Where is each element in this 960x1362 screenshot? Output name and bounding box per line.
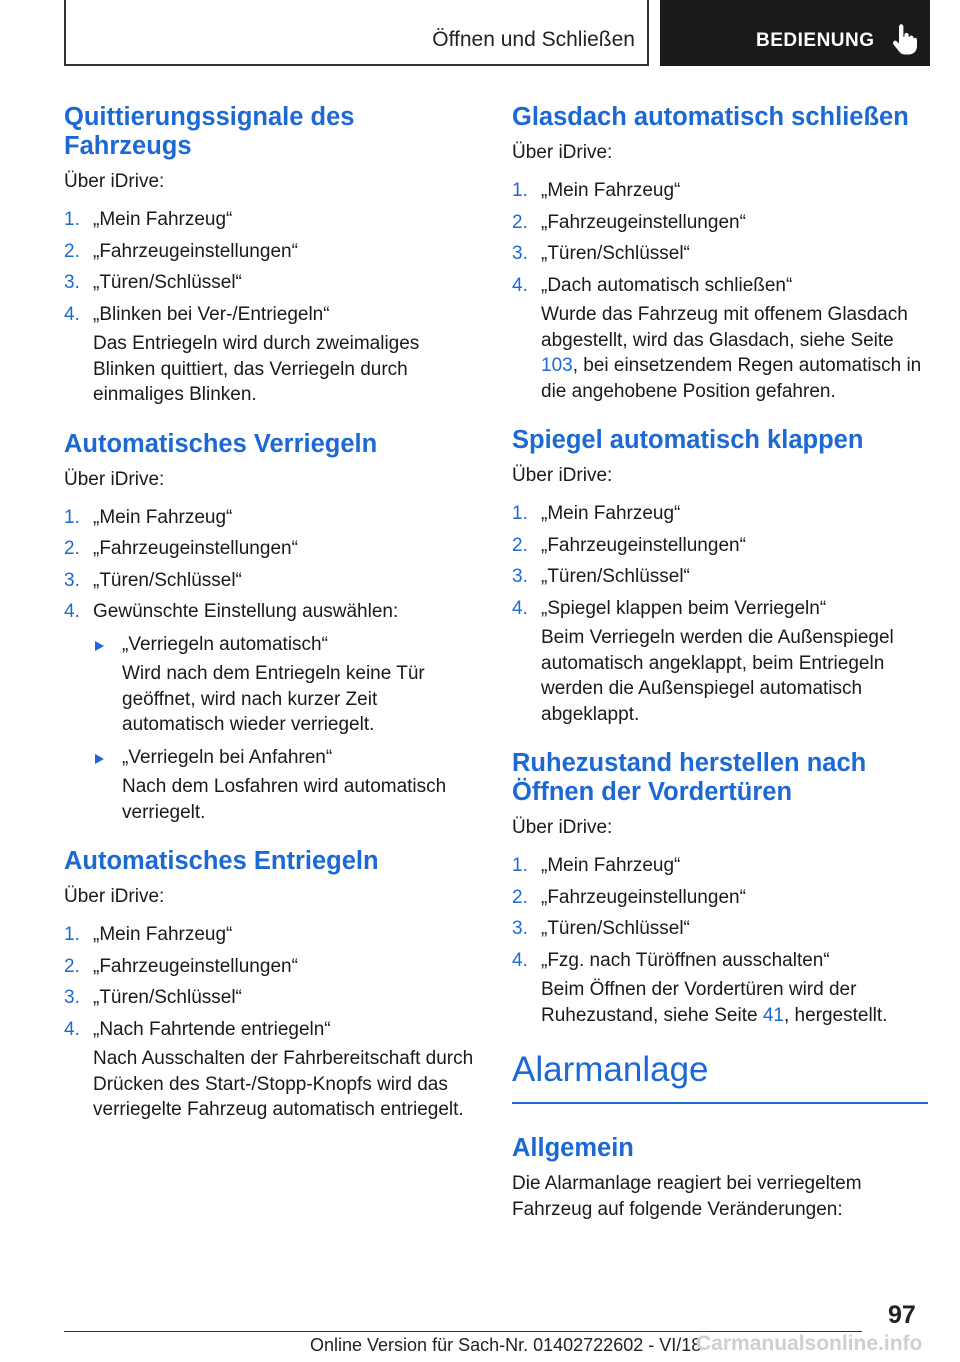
intro-text: Über iDrive:: [64, 468, 165, 490]
step-number: 1.: [512, 855, 528, 876]
step-text: „Mein Fahrzeug“: [93, 924, 233, 945]
step-description: [541, 977, 928, 1028]
chapter-header-box: [64, 0, 649, 66]
option-text: „Verriegeln automatisch“: [122, 633, 328, 655]
left-column: [64, 103, 484, 1145]
list-item: [512, 273, 928, 405]
step-text: „Türen/Schlüssel“: [93, 569, 242, 591]
step-number: 4.: [64, 1018, 80, 1040]
step-text: „Fahrzeugeinstellungen“: [541, 211, 746, 233]
step-number: 3.: [512, 243, 528, 264]
step-text: „Türen/Schlüssel“: [541, 918, 690, 939]
list-item: [512, 210, 928, 236]
list-item: [64, 207, 484, 233]
section-heading: Ruhezustand herstellen nach Öffnen der Vordertüren: [512, 749, 867, 806]
step-list: [512, 501, 928, 727]
step-description: Beim Verriegeln werden die Außenspiegel automatisch angeklappt, beim Entriegeln werden die Außenspiegel automatisch abgeklappt.: [541, 627, 894, 725]
step-list: [64, 505, 484, 826]
step-text: „Türen/Schlüssel“: [93, 987, 242, 1008]
list-item: [512, 948, 928, 1029]
bullet-triangle-icon: [95, 641, 104, 651]
list-item: [64, 270, 484, 296]
list-item: [64, 536, 484, 562]
list-item: [512, 885, 928, 911]
step-description: [541, 302, 928, 404]
step-number: 4.: [64, 303, 80, 325]
intro-text: Über iDrive:: [64, 171, 165, 192]
step-list: [512, 178, 928, 404]
step-description: Das Entriegeln wird durch zweimaliges Blinken quittiert, das Verriegeln durch einmaliges Blinken.: [93, 333, 420, 405]
step-text: „Türen/Schlüssel“: [541, 566, 690, 587]
section-tab-label: BEDIENUNG: [756, 30, 875, 51]
step-text: „Mein Fahrzeug“: [541, 855, 681, 876]
list-item: [512, 241, 928, 267]
bullet-triangle-icon: [95, 754, 104, 764]
option-description: Nach dem Losfahren wird automatisch verriegelt.: [122, 776, 447, 823]
step-text: „Fahrzeugeinstellungen“: [93, 538, 298, 559]
option-description: Wird nach dem Entriegeln keine Tür geöffnet, wird nach kurzer Zeit automatisch wieder verriegelt.: [122, 663, 425, 735]
list-item: [64, 239, 484, 265]
step-text: Gewünschte Einstellung auswählen:: [93, 601, 399, 622]
intro-text: Über iDrive:: [512, 817, 613, 838]
body-paragraph: Die Alarmanlage reagiert bei verriegeltem Fahrzeug auf folgende Veränderungen:: [512, 1173, 862, 1220]
page-reference-link[interactable]: 41: [762, 1004, 784, 1026]
step-text: „Fahrzeugeinstellungen“: [93, 240, 298, 262]
pointing-hand-icon: [892, 24, 918, 56]
step-number: 1.: [64, 506, 80, 528]
description-text: Wurde das Fahrzeug mit offenem Glasdach abgestellt, wird das Glasdach, siehe Seite: [541, 304, 908, 351]
step-text: „Fahrzeugeinstellungen“: [541, 886, 746, 908]
description-text: , hergestellt.: [783, 1004, 888, 1026]
step-number: 2.: [512, 886, 528, 908]
step-number: 4.: [512, 949, 528, 971]
description-text: Beim Öffnen der Vordertüren wird der Ruhezustand, siehe Seite: [541, 979, 857, 1026]
step-text: „Fahrzeugeinstellungen“: [93, 955, 298, 977]
list-item: [64, 985, 484, 1011]
list-item: [512, 178, 928, 204]
step-number: 3.: [64, 569, 80, 591]
option-list: [93, 632, 484, 826]
section-ruhezustand: [512, 749, 928, 1028]
list-item: [64, 1017, 484, 1123]
intro-text: Über iDrive:: [512, 465, 613, 486]
step-list: [64, 922, 484, 1123]
step-text: „Mein Fahrzeug“: [541, 180, 681, 201]
step-number: 3.: [64, 272, 80, 293]
section-heading: Spiegel automatisch klappen: [512, 426, 864, 454]
list-item: [512, 596, 928, 728]
step-description: Nach Ausschalten der Fahrbereitschaft durch Drücken des Start-/Stopp-Knopfs wird das verriegelte Fahrzeug automatisch entriegelt.: [93, 1048, 474, 1120]
step-number: 1.: [512, 180, 528, 201]
step-number: 2.: [64, 240, 80, 262]
intro-text: Über iDrive:: [512, 142, 613, 163]
step-number: 1.: [512, 503, 528, 524]
step-number: 1.: [64, 209, 80, 230]
option-text: „Verriegeln bei Anfahren“: [122, 746, 333, 768]
list-item: [512, 853, 928, 879]
page-header: [64, 0, 930, 66]
section-heading: Quittierungssignale des Fahrzeugs: [64, 103, 355, 160]
step-list: [512, 853, 928, 1028]
section-quittierungssignale: [64, 103, 484, 408]
page-reference-link[interactable]: 103: [541, 355, 573, 376]
list-item: [512, 564, 928, 590]
section-spiegel: [512, 426, 928, 727]
chapter-heading: Alarmanlage: [512, 1050, 928, 1104]
step-number: 2.: [512, 211, 528, 233]
section-tab[interactable]: [660, 0, 930, 66]
step-number: 3.: [512, 918, 528, 939]
section-heading: Automatisches Verriegeln: [64, 429, 378, 458]
list-item: [512, 916, 928, 942]
step-text: „Dach automatisch schließen“: [541, 274, 793, 296]
list-item: [512, 533, 928, 559]
intro-text: Über iDrive:: [64, 886, 165, 907]
section-alarmanlage: [512, 1050, 928, 1223]
option-item: [93, 745, 484, 826]
list-item: [64, 302, 484, 408]
list-item: [512, 501, 928, 527]
step-text: „Blinken bei Ver-/Entriegeln“: [93, 303, 330, 325]
section-automatisches-entriegeln: [64, 847, 484, 1123]
step-number: 4.: [512, 597, 528, 619]
step-number: 4.: [512, 274, 528, 296]
step-number: 3.: [512, 566, 528, 587]
step-text: „Mein Fahrzeug“: [93, 506, 233, 528]
chapter-title: Öffnen und Schließen: [432, 28, 635, 51]
step-text: „Mein Fahrzeug“: [541, 503, 681, 524]
section-automatisches-verriegeln: [64, 430, 484, 826]
step-text: „Nach Fahrtende entriegeln“: [93, 1018, 331, 1040]
step-text: „Türen/Schlüssel“: [93, 272, 242, 293]
step-text: „Spiegel klappen beim Verriegeln“: [541, 597, 827, 619]
step-number: 4.: [64, 601, 80, 622]
footer-text: Online Version für Sach-Nr. 01402722602 - VI/18: [310, 1335, 702, 1355]
right-column: [512, 103, 928, 1223]
section-heading: Glasdach automatisch schließen: [512, 103, 909, 131]
step-text: „Fahrzeugeinstellungen“: [541, 534, 746, 556]
list-item: [64, 568, 484, 594]
step-number: 2.: [512, 534, 528, 556]
list-item: [64, 954, 484, 980]
step-text: „Türen/Schlüssel“: [541, 243, 690, 264]
section-heading: Automatisches Entriegeln: [64, 847, 379, 875]
step-number: 2.: [64, 538, 80, 559]
list-item: [64, 922, 484, 948]
step-text: „Fzg. nach Türöffnen ausschalten“: [541, 949, 830, 971]
page-number: 97: [888, 1301, 916, 1329]
list-item: [64, 599, 484, 825]
step-number: 1.: [64, 924, 80, 945]
step-list: [64, 207, 484, 408]
step-number: 3.: [64, 987, 80, 1008]
option-item: [93, 632, 484, 738]
step-number: 2.: [64, 955, 80, 977]
section-glasdach: [512, 103, 928, 404]
watermark-logo: Carmanualsonline.info: [696, 1332, 923, 1355]
section-heading: Allgemein: [512, 1134, 634, 1162]
step-text: „Mein Fahrzeug“: [93, 209, 233, 230]
list-item: [64, 505, 484, 531]
description-text: , bei einsetzendem Regen automatisch in die angehobene Position gefahren.: [541, 355, 922, 402]
